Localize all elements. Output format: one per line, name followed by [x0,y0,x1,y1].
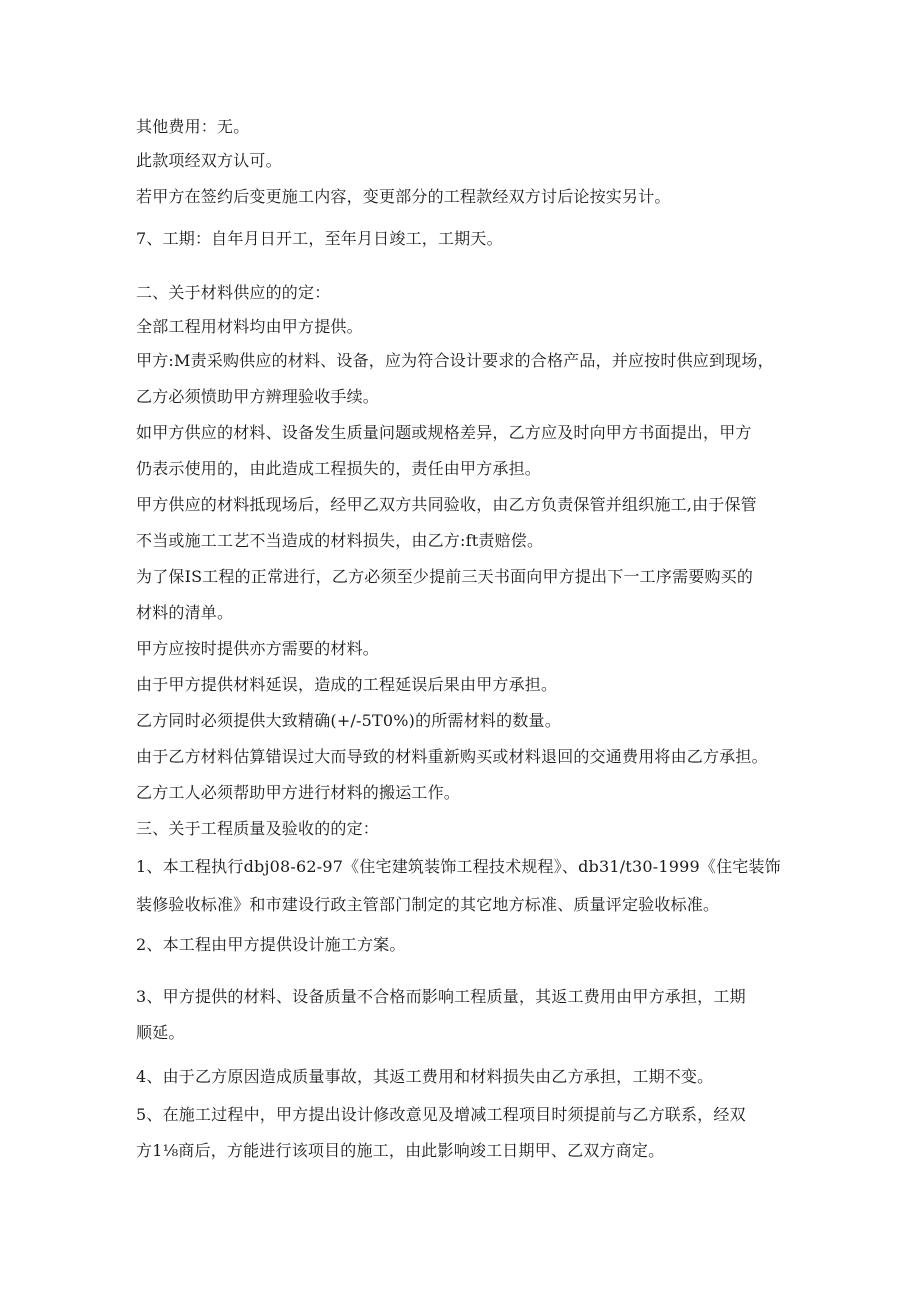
section-heading: 二、关于材料供应的的定： [136,283,331,302]
text-line: 甲方应按时提供亦方需要的材料。 [136,639,380,658]
text-line: 如甲方供应的材料、设备发生质量问题或规格差异，乙方应及时向甲方书面提出，甲方 [136,423,752,442]
text-line: 乙方工人必须帮助甲方进行材料的搬运工作。 [136,783,461,802]
text-line: 由于乙方材料估算错误过大而导致的材料重新购买或材料退回的交通费用将由乙方承担。 [136,747,768,766]
text-line: 由于甲方提供材料延误，造成的工程延误后果由甲方承担。 [136,675,558,694]
text-line: 方1⅛商后，方能进行该项目的施工，由此影响竣工日期甲、乙双方商定。 [136,1141,665,1160]
text-line: 材料的清单。 [136,603,234,622]
text-line: 顺延。 [136,1023,185,1042]
text-line: 5、在施工过程中，甲方提出设计修改意见及增减工程项目时须提前与乙方联系，经双 [136,1105,746,1124]
text-line: 甲方供应的材料抵现场后，经甲乙双方共同验收，由乙方负责保管并组织施工,由于保管 [136,495,757,514]
text-line: 2、本工程由甲方提供设计施工方案。 [136,935,406,954]
text-line: 仍表示使用的，由此造成工程损失的，责任由甲方承担。 [136,459,542,478]
text-line: 1、本工程执行dbj08-62-97《住宅建筑装饰工程技术规程》、db31∕t30-1999《住宅装饰 [136,857,781,876]
text-line: 乙方同时必须提供大致精确(+/-5T0%)的所需材料的数量。 [136,711,561,730]
text-line: 3、甲方提供的材料、设备质量不合格而影响工程质量，其返工费用由甲方承担，工期 [136,987,746,1006]
text-line: 甲方:M责采购供应的材料、设备，应为符合设计要求的合格产品，并应按时供应到现场， [136,351,774,370]
text-line: 乙方必须愤助甲方辨理验收手续。 [136,387,380,406]
text-line: 若甲方在签约后变更施工内容，变更部分的工程款经双方讨后论按实另计。 [136,187,671,206]
text-line: 为了保IS工程的正常进行，乙方必须至少提前三天书面向甲方提出下一工序需要购买的 [136,567,754,586]
section-heading: 三、关于工程质量及验收的的定： [136,819,380,838]
text-line: 4、由于乙方原因造成质量事故，其返工费用和材料损失由乙方承担，工期不变。 [136,1067,714,1086]
text-line: 7、工期：自年月日开工，至年月日竣工，工期天。 [136,229,503,248]
text-line: 全部工程用材料均由甲方提供。 [136,317,363,336]
text-line: 装修验收标准》和市建设行政主管部门制定的其它地方标准、质量评定验收标准。 [136,895,720,914]
text-line: 不当或施工工艺不当造成的材料损失，由乙方:ft责赔偿。 [136,531,544,550]
text-line: 其他费用：无。 [136,117,250,136]
text-line: 此款项经双方认可。 [136,151,282,170]
